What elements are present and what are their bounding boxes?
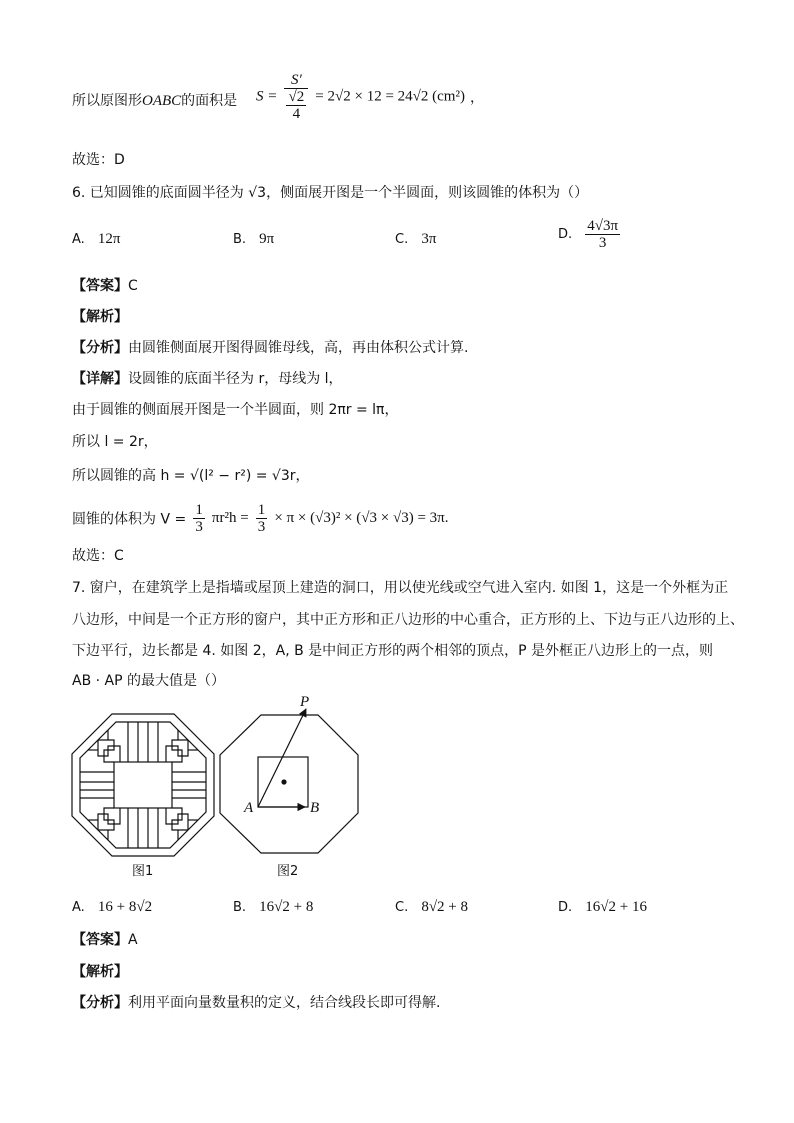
q6-line1: 由于圆锥的侧面展开图是一个半圆面，则 2πr = lπ， [72, 402, 399, 418]
fig1-inner-octagon [80, 722, 206, 848]
q6-option-b-label: B. [233, 232, 247, 247]
q7-answer [72, 930, 138, 950]
q6-option-c [395, 228, 436, 248]
q7-option-a-label: A. [72, 900, 85, 915]
q5-formula-lhs: S = [256, 88, 278, 105]
q7-option-a [72, 896, 152, 916]
q7-option-b [233, 896, 313, 916]
q7-option-d [558, 896, 647, 916]
q6-option-c-value: 3π [421, 231, 437, 247]
q7-point-p: P [300, 694, 310, 710]
q6-answer-value: C [128, 278, 138, 294]
q7-option-c [395, 896, 468, 916]
q6-option-d-fraction [585, 218, 620, 251]
q7-option-b-label: B. [233, 900, 247, 915]
q7-figure-2 [218, 695, 363, 860]
q7-point-b: B [310, 800, 320, 816]
fig1-center-square [114, 762, 172, 808]
q5-big-fraction [284, 72, 308, 122]
q7-stem-2: 八边形，中间是一个正方形的窗户，其中正方形和正八边形的中心重合，正方形的上、下边与正八边形的上、 [72, 612, 744, 628]
q6-option-c-label: C. [395, 232, 409, 247]
q5-frac-den [284, 89, 308, 122]
fig2-vector-ap [258, 709, 306, 807]
q7-option-a-value: 16 + 8√2 [97, 899, 153, 915]
q7-stem-4: AB · AP 的最大值是（） [72, 673, 226, 689]
fig1-outer-octagon [72, 714, 214, 856]
fig2-octagon [220, 715, 358, 853]
q5-inner-num: √2 [288, 89, 305, 105]
q7-option-c-value: 8√2 + 8 [421, 899, 469, 915]
q6-answer [72, 276, 138, 296]
q6-line4-frac1 [193, 502, 205, 535]
q6-answer-tag: 【答案】 [72, 278, 128, 294]
q6-fenxi [72, 338, 468, 358]
q6-option-d-den: 3 [598, 235, 607, 251]
q7-answer-tag: 【答案】 [72, 932, 128, 948]
q7-option-b-value: 16√2 + 8 [259, 899, 314, 915]
q6-line4-pre: 圆锥的体积为 V = [72, 511, 187, 528]
q6-fenxi-tag: 【分析】 [72, 340, 128, 356]
fig2-center-dot [281, 779, 286, 784]
q5-text: 所以原图形 [72, 93, 142, 109]
q5-text2: 的面积是 [181, 93, 238, 109]
q6-line3: 所以圆锥的高 h = √(l² − r²) = √3r， [72, 468, 310, 484]
q7-fig2-caption: 图2 [277, 864, 299, 879]
q7-fig1-caption: 图1 [132, 864, 154, 879]
q5-inner-fraction [286, 89, 306, 122]
q5-formula [256, 72, 484, 122]
q7-point-a: A [244, 800, 254, 816]
q6-option-d-label: D. [558, 227, 573, 242]
fig1-lattice [80, 722, 206, 848]
q6-line4-frac2 [256, 502, 268, 535]
q5-area-line [72, 90, 237, 111]
q7-option-d-label: D. [558, 900, 573, 915]
q7-fenxi-tag: 【分析】 [72, 995, 128, 1011]
q6-xiangjie [72, 369, 343, 389]
q7-fenxi-text: 利用平面向量数量积的定义，结合线段长即可得解. [128, 995, 441, 1011]
q6-line2: 所以 l = 2r， [72, 434, 158, 450]
q6-option-d [558, 218, 622, 251]
q5-inner-den: 4 [292, 106, 301, 122]
q7-figure-1 [68, 710, 218, 860]
q6-xiangjie-tag: 【详解】 [72, 371, 128, 387]
q6-fenxi-text: 由圆锥侧面展开图得圆锥母线，高，再由体积公式计算. [128, 340, 469, 356]
q6-option-a-value: 12π [97, 231, 121, 247]
q7-answer-value: A [128, 932, 138, 948]
q6-xiangjie-text: 设圆锥的底面半径为 r，母线为 l， [128, 371, 343, 387]
q6-line4-frac1-num: 1 [195, 502, 203, 518]
q6-option-b [233, 228, 274, 248]
q7-stem-1: 7. 窗户，在建筑学上是指墙或屋顶上建造的洞口，用以使光线或空气进入室内. 如图 1，这是一个外框为正 [72, 580, 729, 596]
q6-stem: 6. 已知圆锥的底面圆半径为 √3，侧面展开图是一个半圆面，则该圆锥的体积为（） [72, 185, 589, 201]
q6-option-b-value: 9π [259, 231, 275, 247]
q7-option-c-label: C. [395, 900, 409, 915]
q5-shape: OABC [142, 93, 182, 109]
q6-analysis-tag: 【解析】 [72, 309, 128, 325]
q6-line4-rest: × π × (√3)² × (√3 × √3) = 3π. [274, 510, 449, 526]
q7-analysis-tag: 【解析】 [72, 964, 128, 980]
q6-line4-frac1-den: 3 [195, 519, 203, 535]
q6-line4-frac2-num: 1 [257, 502, 266, 518]
q6-option-a-label: A. [72, 232, 85, 247]
q7-stem-3: 下边平行，边长都是 4. 如图 2，A, B 是中间正方形的两个相邻的顶点，P 是外框正八边形上的一点，则 [72, 643, 714, 659]
q7-option-d-value: 16√2 + 16 [585, 899, 647, 915]
q6-line4-frac2-den: 3 [257, 519, 266, 535]
q5-answer-line: 故选：D [72, 152, 125, 168]
q6-option-d-num: 4√3π [587, 218, 619, 234]
q6-line4 [72, 502, 449, 535]
q6-option-a [72, 228, 120, 248]
q6-line4-formula: πr²h = [211, 510, 249, 526]
q5-formula-rhs: = 2√2 × 12 = 24√2 (cm²) [315, 88, 465, 105]
q7-fenxi [72, 993, 440, 1013]
q5-frac-num: S′ [284, 72, 308, 89]
q5-comma: ， [470, 90, 485, 106]
q6-answer-line: 故选：C [72, 548, 124, 564]
